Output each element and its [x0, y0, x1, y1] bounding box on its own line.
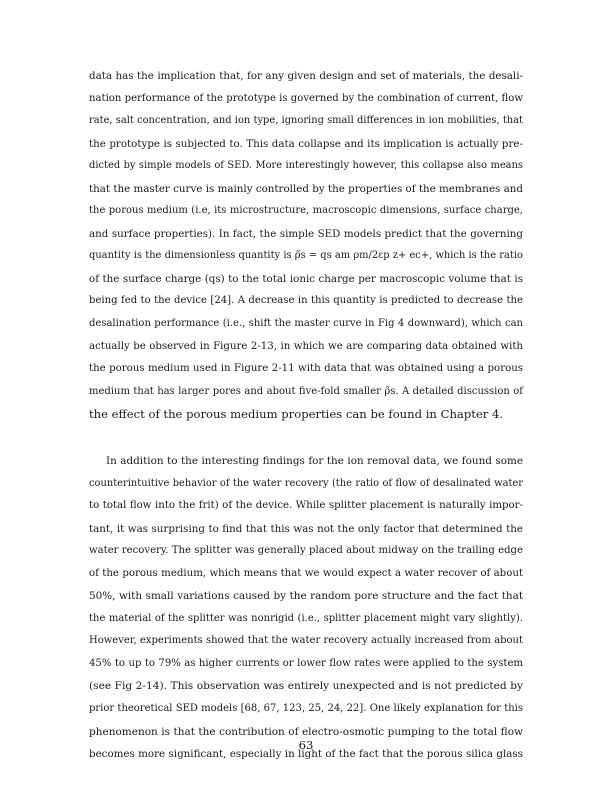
paragraph-1: [89, 65, 523, 426]
text-line: becomes more significant, especially in light of the fact that the porous silica glass: [89, 748, 523, 761]
text-line: (see Fig 2-14). This observation was entirely unexpected and is not predicted by: [89, 680, 523, 693]
text-line: prior theoretical SED models [68, 67, 123, 25, 24, 22]. One likely explanation for this: [89, 703, 523, 715]
text-line-with-equation: quantity is the dimensionless quantity is ρ̃s = qs am ρm/2εp z+ ec+, which is the ratio: [89, 250, 523, 262]
text-line: to total flow into the frit) of the device. While splitter placement is naturally impor-: [89, 500, 523, 512]
text-line: actually be observed in Figure 2-13, in which we are comparing data obtained with: [89, 340, 523, 352]
text-line: the porous medium used in Figure 2-11 with data that was obtained using a porous: [89, 363, 523, 375]
text-line: that the master curve is mainly controlled by the properties of the membranes and: [89, 182, 523, 195]
text-line: nation performance of the prototype is governed by the combination of current, flow: [89, 92, 523, 104]
text-line: of the porous medium, which means that we would expect a water recover of about: [89, 567, 523, 579]
text-line: medium that has larger pores and about five-fold smaller ρ̃s. A detailed discussion of: [89, 385, 523, 397]
text-line: 50%, with small variations caused by the random pore structure and the fact that: [89, 590, 523, 603]
page-number: 63: [298, 738, 314, 752]
text-line: desalination performance (i.e., shift the master curve in Fig 4 downward), which can: [89, 318, 523, 330]
text-line: However, experiments showed that the water recovery actually increased from about: [89, 635, 523, 647]
text-line: the effect of the porous medium properties can be found in Chapter 4.: [89, 407, 504, 422]
text-line: water recovery. The splitter was generally placed about midway on the trailing edge: [89, 545, 523, 557]
text-line: In addition to the interesting findings for the ion removal data, we found some: [106, 455, 523, 467]
text-line: tant, it was surprising to find that this was not the only factor that determined the: [89, 522, 523, 535]
text-line: being fed to the device [24]. A decrease in this quantity is predicted to decrease the: [89, 295, 523, 307]
text-line: counterintuitive behavior of the water recovery (the ratio of flow of desalinated water: [89, 477, 523, 489]
text-line: dicted by simple models of SED. More interestingly however, this collapse also means: [89, 160, 523, 172]
text-line: data has the implication that, for any given design and set of materials, the desali-: [89, 70, 523, 82]
paragraph-2: [89, 450, 523, 766]
text-line: the porous medium (i.e, its microstructure, macroscopic dimensions, surface charge,: [89, 205, 523, 217]
text-line: 45% to up to 79% as higher currents or lower flow rates were applied to the system: [89, 657, 523, 669]
text-line: phenomenon is that the contribution of electro-osmotic pumping to the total flow: [89, 725, 523, 738]
text-line: the material of the splitter was nonrigid (i.e., splitter placement might vary slightly).: [89, 612, 523, 624]
text-line: the prototype is subjected to. This data collapse and its implication is actually pre-: [89, 137, 523, 150]
text-line: rate, salt concentration, and ion type, ignoring small differences in ion mobilities, that: [89, 115, 523, 127]
text-line: and surface properties). In fact, the simple SED models predict that the governing: [89, 227, 523, 240]
text-line: of the surface charge (qs) to the total ionic charge per macroscopic volume that is: [89, 272, 523, 285]
